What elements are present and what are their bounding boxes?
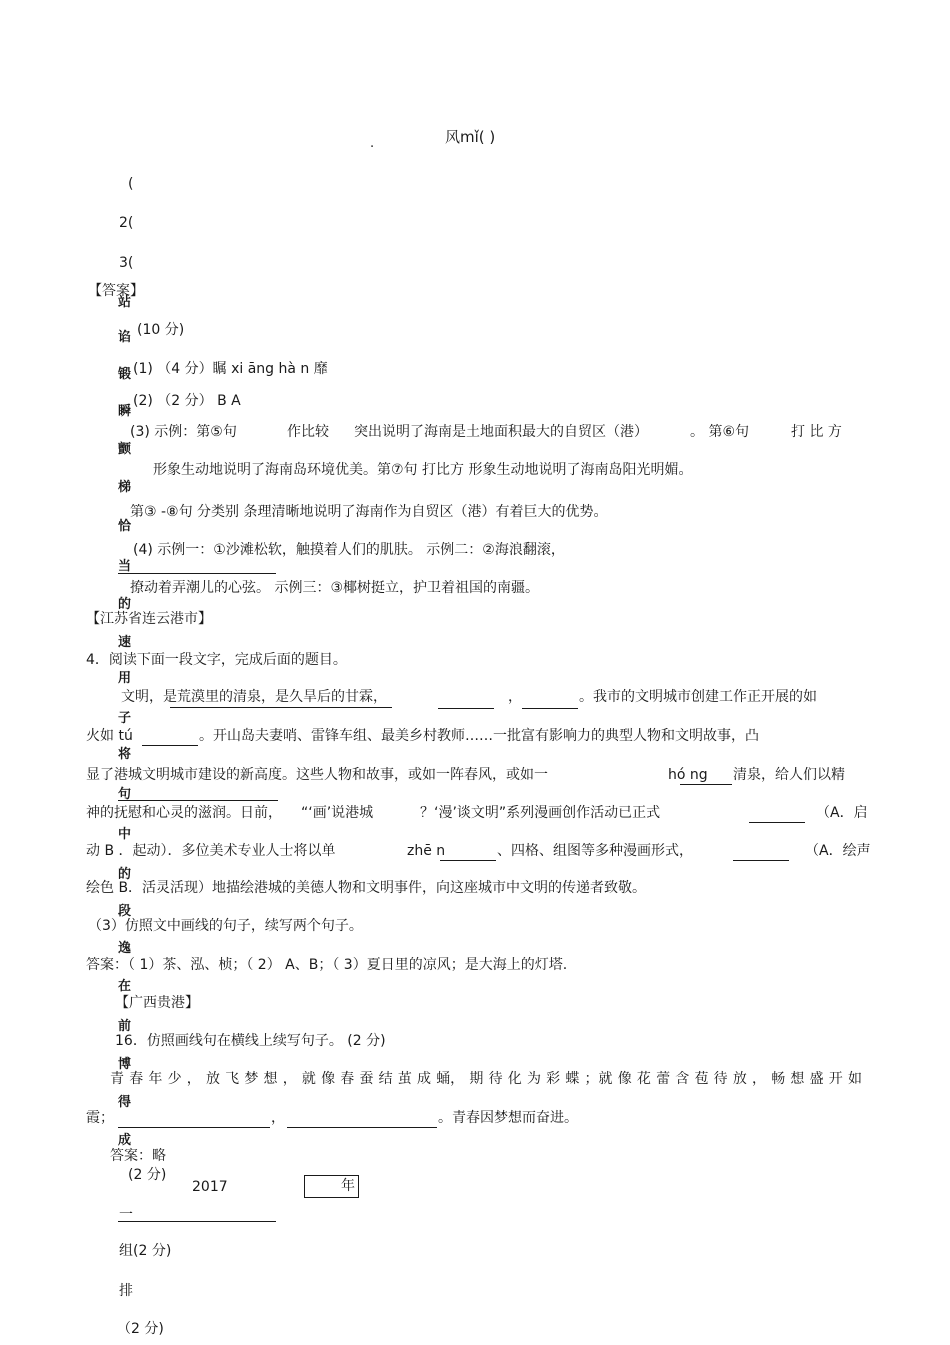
bottom-year: 2017 [192, 1179, 228, 1195]
side-char-11: 用 [118, 671, 132, 686]
gg-char: 如 [847, 1071, 862, 1087]
answer-q3-d: 。 第⑥句 [690, 424, 750, 440]
gg-char: 开 [828, 1071, 843, 1087]
gg-char: ， [282, 1071, 297, 1087]
gg-char: ， [752, 1071, 766, 1087]
side-char-1: 站 [118, 295, 132, 310]
passage-line1-end: 。我市的文明城市创建工作正开展的如 [579, 689, 817, 705]
answer-q3-line2: 形象生动地说明了海南岛环境优美。第⑦句 打比方 形象生动地说明了海南岛阳光明媚。 [153, 462, 693, 478]
question-4-title: 4．阅读下面一段文字，完成后面的题目。 [86, 652, 347, 668]
passage-line1-start: 文明，是荒漠里的清泉，是久旱后的甘霖， [121, 689, 387, 705]
gg-char: 蚕 [359, 1071, 374, 1087]
side-char-2: 谄 [118, 330, 132, 345]
blank-2[interactable] [522, 708, 578, 709]
side-char-14: 句 [118, 787, 132, 802]
passage-line4-a: 神的抚慰和心灵的滋润。日前， [86, 805, 282, 821]
side-char-7: 恰 [118, 519, 132, 534]
answer-q3-e: 打 比 方 [791, 424, 842, 440]
gg-char: 彩 [546, 1071, 561, 1087]
passage-line5-zhen: zhē n [407, 843, 446, 859]
side-char-15: 中 [118, 827, 132, 842]
side-char-8: 当 [118, 559, 132, 574]
gg-char: 放 [205, 1071, 220, 1087]
blank-zhen[interactable] [440, 860, 496, 861]
blank-hong[interactable] [680, 784, 732, 785]
gg-char: 化 [507, 1071, 522, 1087]
side-char-6: 梯 [118, 480, 132, 495]
gg-char: 蕾 [656, 1071, 671, 1087]
passage-line4-d: （A．启 [816, 805, 868, 821]
side-char-10: 速 [118, 635, 132, 650]
side-char-13: 将 [118, 747, 132, 762]
gg-char: 年 [148, 1071, 163, 1087]
answer-q4-line1: (4) 示例一：①沙滩松软，触摸着人们的肌肤。 示例二：②海浪翻滚， [133, 542, 565, 558]
answer-q1: (1) （4 分）瞩 xi āng hà n 靡 [133, 361, 328, 377]
gg-char: 为 [526, 1071, 541, 1087]
passage-line5-mid: 、四格、组图等多种漫画形式， [497, 843, 693, 859]
side-char-23: 成 [118, 1133, 132, 1148]
blank-gg-1[interactable] [118, 1127, 270, 1128]
answer-gg: 答案：略 [110, 1148, 166, 1164]
gg-char: 茧 [397, 1071, 412, 1087]
gg-char: 想 [790, 1071, 805, 1087]
question-3-imitate: （3）仿照文中画线的句子，续写两个句子。 [88, 918, 363, 934]
bottom-score-b: (2 分) [133, 1243, 172, 1259]
gg-char: 花 [636, 1071, 651, 1087]
gg-char: 像 [617, 1071, 632, 1087]
list-item-3: 3( [119, 255, 134, 271]
bottom-score-c: （2 分) [117, 1321, 164, 1337]
passage-line5-end: （A．绘声 [805, 843, 871, 859]
answer-label: 【答案】 [88, 283, 144, 299]
passage-gg-line2-end: 。青春因梦想而奋进。 [438, 1110, 578, 1126]
passage-gg-line2-comma: ， [271, 1110, 285, 1126]
bottom-dash-char: 一 [119, 1207, 133, 1223]
header-dot: . [370, 136, 375, 151]
gg-char: 期 [469, 1071, 484, 1087]
passage-line3-end: 清泉，给人们以精 [733, 767, 845, 783]
gg-char: ， [186, 1071, 201, 1087]
gg-char: 就 [301, 1071, 316, 1087]
gg-char: 放 [732, 1071, 747, 1087]
gg-char: 结 [378, 1071, 393, 1087]
bottom-zu: 组 [119, 1243, 133, 1259]
passage-line1-comma: ， [508, 689, 522, 705]
gg-char: 春 [340, 1071, 355, 1087]
section-source-guigang: 【广西贵港】 [115, 995, 199, 1011]
passage-line1-underline [170, 707, 392, 708]
side-char-16: 的 [118, 867, 132, 882]
list-paren: ( [128, 176, 134, 192]
gg-char: 少 [167, 1071, 182, 1087]
blank-tu[interactable] [142, 745, 198, 746]
side-char-17: 段 [118, 904, 132, 919]
gg-char: 青 [110, 1071, 124, 1087]
passage-line6: 绘色 B．活灵活现）地描绘港城的美德人物和文明事件，向这座城市中文明的传递者致敬。 [86, 880, 647, 896]
bottom-pai: 排 [119, 1283, 133, 1299]
side-char-22: 得 [118, 1095, 132, 1110]
passage-line2-end: 。开山岛夫妻哨、雷锋车组、最美乡村教师……一批富有影响力的典型人物和文明故事，凸 [199, 728, 759, 744]
bottom-underline [118, 1221, 276, 1222]
gg-char: 梦 [244, 1071, 259, 1087]
question-16-title: 16．仿照画线句在横线上续写句子。 (2 分) [115, 1033, 386, 1049]
passage-line3-hong: hó ng [668, 767, 708, 783]
side-char-18: 逸 [118, 941, 132, 956]
answer-q3-line3: 第③ -⑧句 分类别 条理清晰地说明了海南作为自贸区（港）有着巨大的优势。 [130, 504, 608, 520]
passage-line3-underline [118, 800, 278, 801]
gg-char: 蛹， [436, 1071, 465, 1087]
side-char-4: 瞬 [118, 404, 132, 419]
passage-gg-line1 [110, 1072, 862, 1086]
year-box-label: 年 [341, 1178, 355, 1194]
header-feng-mi: 风mǐ( ) [445, 128, 496, 146]
gg-char: 待 [488, 1071, 503, 1087]
gg-char: ；就 [584, 1071, 613, 1087]
gg-char: 像 [321, 1071, 336, 1087]
side-char-20: 前 [118, 1019, 132, 1034]
answer-q2: (2) （2 分） B A [133, 393, 241, 409]
blank-huisheng[interactable] [733, 860, 789, 861]
answer-q3-a: (3) 示例：第⑤句 [130, 424, 237, 440]
passage-line4-c: ？‘漫’谈文明”系列漫画创作活动已正式 [420, 805, 661, 821]
side-char-9: 的 [118, 597, 132, 612]
gg-char: 含 [675, 1071, 690, 1087]
side-char-19: 在 [118, 979, 132, 994]
passage-line5-start: 动 B ．起动）．多位美术专业人士将以单 [86, 843, 336, 859]
gg-char: 待 [713, 1071, 728, 1087]
answer-q4-underline [118, 573, 276, 574]
gg-char: 飞 [225, 1071, 240, 1087]
passage-line3-start: 显了港城文明城市建设的新高度。这些人物和故事，或如一阵春风，或如一 [86, 767, 548, 783]
answer-score: (10 分) [137, 322, 185, 338]
gg-char: 蝶 [565, 1071, 580, 1087]
passage-line4-b: “‘画’说港城 [301, 805, 374, 821]
passage-gg-line2-start: 霞； [86, 1110, 114, 1126]
bottom-score-a: (2 分) [128, 1167, 167, 1183]
blank-qidong[interactable] [749, 822, 805, 823]
side-char-21: 博 [118, 1057, 132, 1072]
passage-line2-start: 火如 tú [86, 728, 133, 744]
side-char-12: 子 [118, 711, 132, 726]
list-item-2: 2( [119, 215, 134, 231]
gg-char: 畅 [771, 1071, 786, 1087]
gg-char: 苞 [694, 1071, 709, 1087]
side-char-5: 颤 [118, 442, 132, 457]
blank-gg-2[interactable] [287, 1127, 437, 1128]
answer-q4-line2: 撩动着弄潮儿的心弦。 示例三：③椰树挺立，护卫着祖国的南疆。 [130, 580, 539, 596]
gg-char: 成 [417, 1071, 431, 1087]
section-source-lianyungang: 【江苏省连云港市】 [86, 611, 212, 627]
answer-q3-c: 突出说明了海南是土地面积最大的自贸区（港） [354, 424, 648, 440]
gg-char: 盛 [809, 1071, 824, 1087]
gg-char: 想 [263, 1071, 278, 1087]
answer-lyg: 答案：（ 1）茶、泓、桢；（ 2） A、B；（ 3）夏日里的凉风；是大海上的灯塔. [86, 957, 568, 973]
gg-char: 春 [129, 1071, 144, 1087]
answer-q3-b: 作比较 [287, 424, 329, 440]
year-box [304, 1175, 359, 1198]
blank-1[interactable] [438, 708, 494, 709]
side-char-3: 锻 [118, 367, 132, 382]
